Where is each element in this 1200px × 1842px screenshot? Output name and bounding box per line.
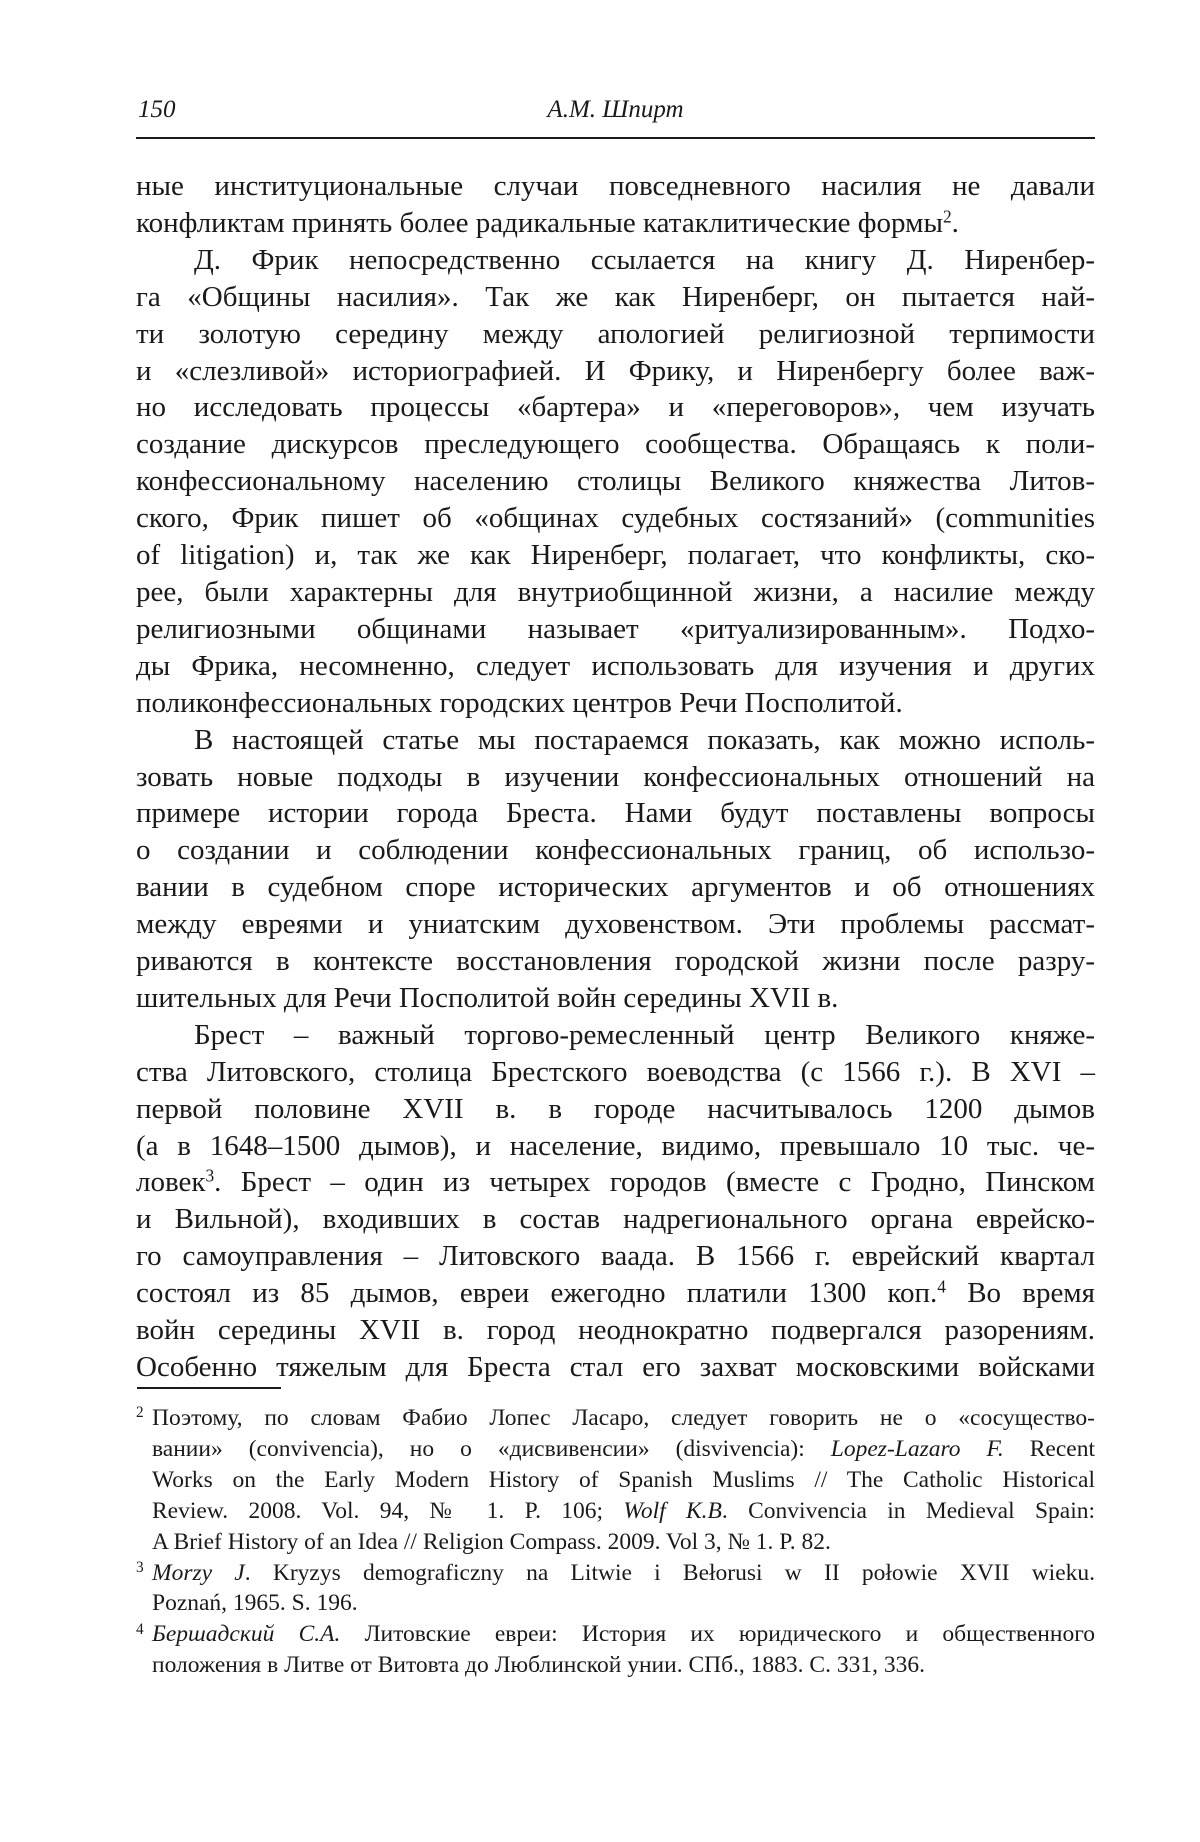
text-line: [136, 1054, 1095, 1091]
header-rule: [136, 137, 1095, 139]
text-run: A Brief History of an Idea // Religion Compass. 2009. Vol 3, № 1. P. 82.: [152, 1528, 831, 1555]
text-run: и «слезливой» историографией. И Фрику, и Ниренбергу более важ-: [136, 354, 1095, 387]
footnote-line: [136, 1588, 1095, 1619]
text-line: [136, 205, 1095, 242]
text-run: Особенно тяжелым для Бреста стал его захват московскими войсками: [136, 1351, 1095, 1383]
text-line: [136, 353, 1095, 390]
text-line: [136, 795, 1095, 832]
text-run: вании в судебном споре исторических аргументов и об отношениях: [136, 871, 1095, 904]
text-run: первой половине XVII в. в городе насчитывалось 1200 дымов: [136, 1092, 1095, 1125]
footnote-separator: [137, 1387, 281, 1389]
footnotes: [136, 1403, 1095, 1681]
text-line: [136, 759, 1095, 796]
text-line: [136, 611, 1095, 648]
text-run: . Kryzys demograficzny na Litwie i Bełorusi w II połowie XVII wieku.: [244, 1559, 1095, 1586]
footnote: [136, 1403, 1095, 1558]
text-run: ского, Фрик пишет об «общинах судебных состязаний» (communities: [136, 502, 1095, 535]
text-run: Литовские евреи: История их юридического и общественного: [340, 1621, 1095, 1648]
footnote-line: 2 Поэтому, по словам Фабио Лопес Ласаро, следует говорить не о «сосущество-: [136, 1404, 1095, 1431]
text-run: но исследовать процессы «бартера» и «переговоров», чем изучать: [136, 391, 1095, 424]
text-line: [136, 316, 1095, 353]
text-line: [136, 279, 1095, 316]
text-run: Во время: [946, 1277, 1096, 1310]
text-line: [136, 168, 1095, 205]
text-run: Works on the Early Modern History of Spanish Muslims // The Catholic Historical: [152, 1466, 1095, 1493]
text-run: и Вильной), входивших в состав надрегионального органа еврейско-: [136, 1203, 1095, 1236]
text-line: [136, 1312, 1095, 1349]
text-run: риваются в контексте восстановления городской жизни после разру-: [136, 945, 1095, 978]
footnote-line: 3 Morzy J. Kryzys demograficzny na Litwie i Bełorusi w II połowie XVII wieku.: [136, 1558, 1095, 1586]
text-run: ловек: [136, 1166, 206, 1199]
text-line: [136, 500, 1095, 537]
footnote-line: [136, 1650, 1095, 1681]
text-run: шительных для Речи Посполитой войн середины XVII в.: [136, 981, 839, 1014]
text-line: [136, 242, 1095, 279]
text-line: [136, 1128, 1095, 1165]
text-run: о создании и соблюдении конфессиональных границ, об использо-: [136, 834, 1095, 867]
text-run: вании» (convivencia), но о «дисвивенсии» (disvivencia):: [152, 1435, 831, 1462]
text-run: религиозными общинами называет «ритуализированным». Подхо-: [136, 612, 1095, 645]
footnote-line: 4 Бершадский С.А. Литовские евреи: История их юридического и общественного: [136, 1620, 1095, 1648]
text-run: положения в Литве от Витовта до Люблинской унии. СПб., 1883. С. 331, 336.: [152, 1652, 925, 1679]
text-run: Д. Фрик непосредственно ссылается на книгу Д. Ниренбер-: [194, 243, 1095, 276]
text-run: Wolf K.B: [623, 1497, 722, 1524]
text-run: Поэтому, по словам Фабио Лопес Ласаро, следует говорить не о «сосущество-: [152, 1405, 1095, 1431]
text-run: ды Фрика, несомненно, следует использовать для изучения и других: [136, 649, 1095, 682]
text-line: [136, 943, 1095, 980]
text-run: примере истории города Бреста. Нами будут поставлены вопросы: [136, 797, 1095, 830]
text-line: [136, 869, 1095, 906]
text-line: [136, 685, 1095, 722]
text-run: ти золотую середину между апологией религиозной терпимости: [136, 317, 1095, 350]
text-run: рее, были характерны для внутриобщинной жизни, а насилие между: [136, 575, 1095, 608]
text-line: [136, 1201, 1095, 1238]
text-line: [136, 574, 1095, 611]
footnote-reference[interactable]: 4: [937, 1276, 946, 1297]
text-run: конфессиональному населению столицы Великого княжества Литов-: [136, 465, 1095, 498]
text-run: . Convivencia in Medieval Spain:: [721, 1497, 1095, 1524]
footnote: [136, 1619, 1095, 1681]
text-line: [136, 1349, 1095, 1386]
text-run: состоял из 85 дымов, евреи ежегодно платили 1300 коп.: [136, 1277, 938, 1310]
paragraph: [136, 722, 1095, 1017]
text-line: [136, 537, 1095, 574]
text-line: [136, 389, 1095, 426]
text-run: Брест – важный торгово-ремесленный центр Великого княже-: [194, 1018, 1095, 1051]
text-run: поликонфессиональных городских центров Речи Посполитой.: [136, 686, 903, 719]
paragraph: [136, 1017, 1095, 1386]
running-header: [136, 96, 1095, 130]
text-line: [136, 906, 1095, 943]
text-run: .: [951, 206, 959, 239]
text-run: (а в 1648–1500 дымов), и население, видимо, превышало 10 тыс. че-: [136, 1129, 1095, 1162]
text-run: Review. 2008. Vol. 94, № 1. P. 106;: [152, 1497, 624, 1524]
footnote-reference[interactable]: 3: [205, 1165, 215, 1186]
text-line: [136, 1238, 1095, 1275]
text-run: of litigation) и, так же как Ниренберг, полагает, что конфликты, ско-: [136, 539, 1095, 572]
text-line: [136, 1017, 1095, 1054]
text-line: [136, 980, 1095, 1017]
text-run: . Брест – один из четырех городов (вместе с Гродно, Пинском: [214, 1166, 1095, 1199]
paragraph: [136, 242, 1095, 722]
text-run: зовать новые подходы в изучении конфессиональных отношений на: [136, 760, 1095, 793]
text-line: [136, 832, 1095, 869]
footnote-line: [136, 1527, 1095, 1558]
text-line: [136, 1275, 1095, 1312]
text-run: В настоящей статье мы постараемся показать, как можно исполь-: [194, 723, 1095, 756]
page-number: 150: [138, 96, 176, 123]
text-run: го самоуправления – Литовского ваада. В 1566 г. еврейский квартал: [136, 1240, 1095, 1273]
paragraph: [136, 168, 1095, 242]
footnote: [136, 1558, 1095, 1620]
text-run: Morzy J: [152, 1559, 245, 1586]
text-run: га «Общины насилия». Так же как Ниренберг, он пытается най-: [136, 280, 1095, 313]
text-run: конфликтам принять более радикальные катаклитические формы: [136, 206, 943, 239]
text-run: Бершадский С.А.: [152, 1621, 341, 1648]
text-run: ные институциональные случаи повседневного насилия не давали: [136, 170, 1095, 202]
text-run: ства Литовского, столица Брестского воеводства (с 1566 г.). В XVI –: [136, 1055, 1095, 1088]
footnote-line: [136, 1496, 1095, 1527]
text-line: [136, 1091, 1095, 1128]
text-run: Recent: [1003, 1435, 1095, 1462]
text-line: [136, 722, 1095, 759]
main-text: [136, 168, 1095, 1386]
text-line: [136, 463, 1095, 500]
running-author: А.М. Шпирт: [547, 96, 684, 123]
text-run: между евреями и униатским духовенством. Эти проблемы рассмат-: [136, 908, 1095, 941]
text-run: создание дискурсов преследующего сообщества. Обращаясь к поли-: [136, 428, 1095, 461]
text-run: Poznań, 1965. S. 196.: [152, 1590, 358, 1617]
footnote-line: [136, 1465, 1095, 1496]
footnote-line: [136, 1434, 1095, 1465]
text-line: [136, 426, 1095, 463]
text-run: Lopez-Lazaro F.: [830, 1435, 1004, 1462]
footnote-reference[interactable]: 2: [942, 206, 952, 227]
text-run: войн середины XVII в. город неоднократно подвергался разорениям.: [136, 1314, 1095, 1347]
text-line: [136, 1164, 1095, 1201]
text-line: [136, 648, 1095, 685]
